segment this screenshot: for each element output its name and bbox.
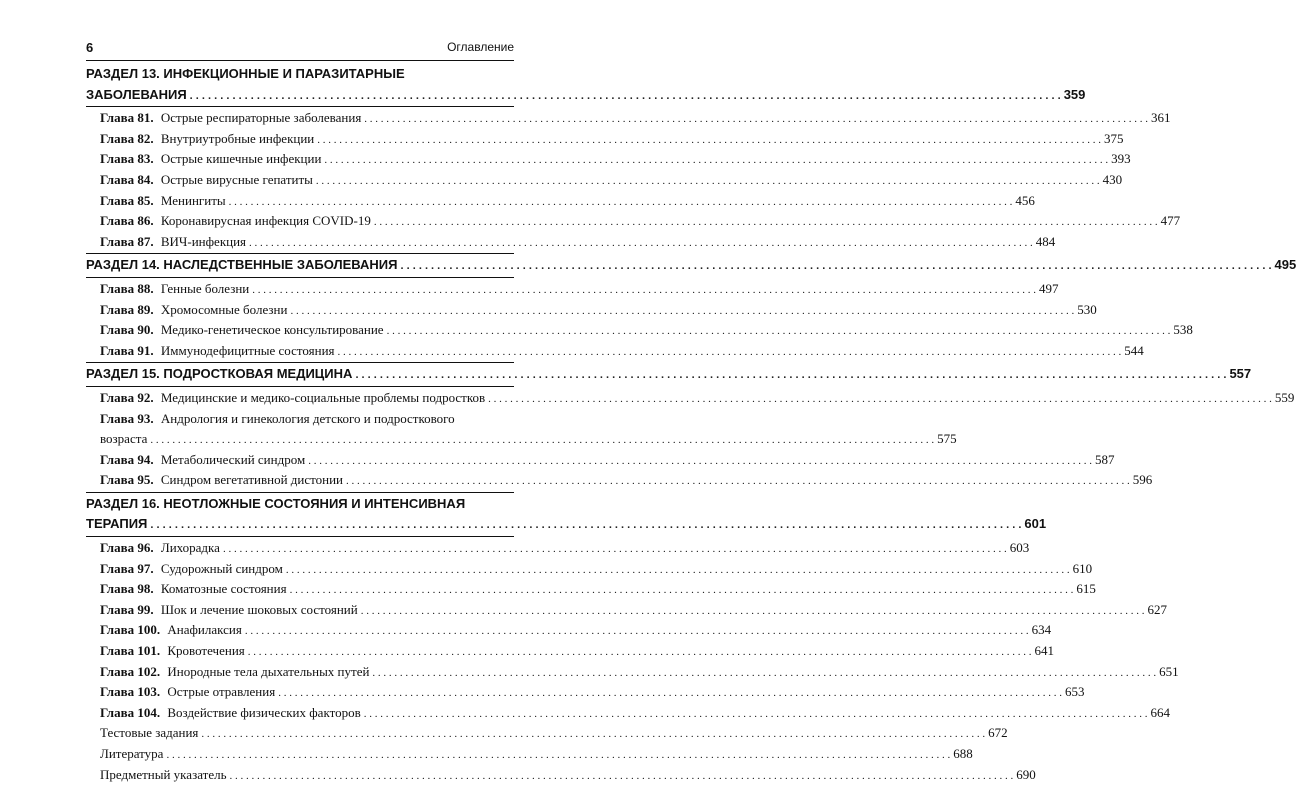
toc-line — [100, 620, 1052, 641]
toc-line — [86, 85, 1086, 106]
toc-chapter — [86, 149, 1131, 170]
toc-chapter — [86, 662, 1179, 683]
toc-line — [86, 255, 1296, 276]
running-head: Оглавление — [447, 40, 514, 54]
toc-section-line: РАЗДЕЛ 16. НЕОТЛОЖНЫЕ СОСТОЯНИЯ И ИНТЕНСИВНАЯ — [86, 495, 466, 511]
toc-entry-title: РАЗДЕЛ 14. НАСЛЕДСТВЕННЫЕ ЗАБОЛЕВАНИЯ — [86, 257, 398, 273]
toc-entry-title: Глава 94. Метаболический синдром — [100, 451, 306, 467]
toc-section — [86, 494, 1047, 537]
chapter-label: Глава 104. — [100, 704, 161, 720]
dot-leader — [308, 451, 1092, 472]
dot-leader — [324, 150, 1108, 171]
chapter-label: Глава 81. — [100, 110, 154, 126]
dot-leader — [316, 171, 1100, 192]
dot-leader — [249, 233, 1033, 254]
toc-page-number: 603 — [1009, 540, 1030, 556]
dot-leader — [290, 580, 1074, 601]
toc-line — [100, 320, 1193, 341]
dot-leader — [150, 515, 1021, 536]
chapter-label: Глава 90. — [100, 322, 154, 338]
toc-entry-title: Глава 103. Острые отравления — [100, 684, 276, 700]
table-of-contents — [86, 64, 1296, 785]
toc-page-number: 615 — [1076, 581, 1096, 597]
toc-line — [86, 514, 1047, 535]
toc-page-number: 538 — [1173, 322, 1193, 338]
toc-line — [100, 232, 1056, 253]
toc-entry-title: Глава 100. Анафилаксия — [100, 622, 242, 638]
toc-line — [100, 765, 1036, 786]
toc-entry-title: Глава 92. Медицинские и медико-социальные проблемы подростков — [100, 389, 486, 405]
dot-leader — [286, 560, 1070, 581]
chapter-label: Глава 85. — [100, 192, 154, 208]
toc-line — [100, 300, 1097, 321]
toc-page-number: 575 — [937, 431, 957, 447]
dot-leader — [374, 212, 1158, 233]
dot-leader — [372, 663, 1156, 684]
toc-line — [100, 641, 1055, 662]
chapter-label: Глава 86. — [100, 213, 154, 229]
toc-page-number: 627 — [1147, 601, 1167, 617]
toc-chapter — [86, 538, 1030, 559]
toc-entry-title: Глава 83. Острые кишечные инфекции — [100, 151, 322, 167]
toc-chapter — [86, 409, 957, 450]
toc-back-matter — [86, 744, 973, 765]
page-number: 6 — [86, 40, 94, 55]
chapter-label: Глава 100. — [100, 622, 161, 638]
toc-entry-title: Глава 102. Инородные тела дыхательных путей — [100, 663, 370, 679]
toc-chapter — [86, 703, 1170, 724]
toc-page-number: 688 — [953, 746, 973, 761]
chapter-label: Глава 82. — [100, 130, 154, 146]
chapter-label: Глава 93. — [100, 410, 154, 426]
page-header — [86, 40, 514, 58]
dot-leader — [488, 389, 1272, 410]
dot-leader — [355, 365, 1226, 386]
toc-page-number: 634 — [1031, 622, 1052, 638]
toc-chapter-line: Глава 93. Андрология и гинекология детского и подросткового — [100, 410, 455, 426]
dot-leader — [317, 130, 1101, 151]
section-divider — [86, 386, 514, 387]
toc-chapter — [86, 279, 1059, 300]
toc-line — [100, 149, 1131, 170]
toc-entry-title: Глава 90. Медико-генетическое консультирование — [100, 322, 384, 338]
toc-line — [100, 388, 1295, 409]
toc-line — [100, 108, 1171, 129]
toc-line — [100, 600, 1167, 621]
dot-leader — [245, 621, 1029, 642]
dot-leader — [248, 642, 1032, 663]
dot-leader — [338, 342, 1122, 363]
toc-line — [100, 703, 1170, 724]
toc-back-matter — [86, 765, 1036, 786]
chapter-label: Глава 98. — [100, 581, 154, 597]
toc-line — [100, 191, 1035, 212]
toc-entry-title: Глава 82. Внутриутробные инфекции — [100, 130, 315, 146]
toc-line — [100, 211, 1181, 232]
chapter-label: Глава 89. — [100, 301, 154, 317]
chapter-label: Глава 94. — [100, 451, 154, 467]
chapter-label: Глава 96. — [100, 540, 154, 556]
toc-chapter — [86, 191, 1035, 212]
toc-section — [86, 64, 1086, 107]
dot-leader — [190, 86, 1061, 107]
dot-leader — [223, 539, 1007, 560]
toc-chapter — [86, 641, 1055, 662]
toc-page-number: 690 — [1016, 766, 1036, 782]
toc-line — [100, 279, 1059, 300]
toc-page-number: 430 — [1102, 171, 1123, 187]
section-divider — [86, 362, 514, 363]
chapter-label: Глава 103. — [100, 684, 161, 700]
toc-entry-title: Глава 98. Коматозные состояния — [100, 581, 287, 597]
chapter-label: Глава 95. — [100, 472, 154, 488]
dot-leader — [361, 601, 1145, 622]
toc-entry-title: Глава 87. ВИЧ-инфекция — [100, 233, 247, 249]
toc-chapter — [86, 170, 1123, 191]
chapter-label: Глава 83. — [100, 151, 154, 167]
dot-leader — [364, 109, 1148, 130]
toc-page-number: 653 — [1064, 684, 1085, 700]
toc-chapter — [86, 388, 1295, 409]
toc-line — [100, 744, 973, 765]
toc-page-number: 375 — [1104, 130, 1124, 146]
toc-page-number: 456 — [1015, 192, 1035, 208]
toc-page-number: 484 — [1035, 233, 1056, 249]
toc-back-matter — [86, 723, 1008, 744]
toc-chapter — [86, 559, 1093, 580]
dot-leader — [290, 301, 1074, 322]
toc-chapter — [86, 211, 1181, 232]
toc-page-number: 495 — [1274, 257, 1296, 273]
toc-section — [86, 255, 1296, 278]
toc-page-number: 601 — [1024, 516, 1047, 532]
chapter-label: Глава 97. — [100, 560, 154, 576]
toc-entry-title: Глава 81. Острые респираторные заболевания — [100, 110, 362, 126]
dot-leader — [201, 724, 985, 745]
chapter-label: Глава 88. — [100, 280, 154, 296]
section-divider — [86, 106, 514, 107]
section-divider — [86, 492, 514, 493]
chapter-label: Глава 92. — [100, 389, 154, 405]
toc-line — [100, 429, 957, 450]
toc-entry-title: ТЕРАПИЯ — [86, 516, 148, 532]
toc-entry-title: Предметный указатель — [100, 766, 227, 782]
toc-page-number: 559 — [1274, 389, 1295, 405]
chapter-label: Глава 84. — [100, 171, 154, 187]
toc-line — [100, 538, 1030, 559]
toc-line — [86, 364, 1252, 385]
toc-entry-title: Глава 91. Иммунодефицитные состояния — [100, 342, 335, 358]
toc-chapter — [86, 579, 1096, 600]
toc-chapter — [86, 129, 1124, 150]
toc-line — [100, 450, 1115, 471]
dot-leader — [166, 745, 950, 766]
toc-entry-title: Глава 95. Синдром вегетативной дистонии — [100, 472, 344, 488]
toc-entry-title: Глава 89. Хромосомные болезни — [100, 301, 288, 317]
toc-entry-title: Глава 99. Шок и лечение шоковых состояний — [100, 601, 358, 617]
toc-chapter — [86, 470, 1153, 491]
toc-entry-title: возраста — [100, 431, 148, 447]
dot-leader — [346, 471, 1130, 492]
chapter-label: Глава 91. — [100, 342, 154, 358]
section-divider — [86, 536, 514, 537]
chapter-label: Глава 101. — [100, 643, 161, 659]
toc-section-line: РАЗДЕЛ 13. ИНФЕКЦИОННЫЕ И ПАРАЗИТАРНЫЕ — [86, 66, 405, 81]
toc-page-number: 544 — [1124, 342, 1144, 358]
toc-chapter — [86, 341, 1144, 362]
toc-page-number: 641 — [1034, 643, 1055, 659]
dot-leader — [150, 430, 934, 451]
section-divider — [86, 277, 514, 278]
toc-chapter — [86, 620, 1052, 641]
toc-entry-title: Тестовые задания — [100, 725, 199, 741]
toc-entry-title: Глава 88. Генные болезни — [100, 280, 250, 296]
toc-entry-title: Глава 97. Судорожный синдром — [100, 560, 283, 576]
chapter-label: Глава 87. — [100, 233, 154, 249]
toc-entry-title: Глава 84. Острые вирусные гепатиты — [100, 171, 313, 187]
toc-line — [100, 129, 1124, 150]
toc-page-number: 651 — [1159, 663, 1179, 679]
toc-entry-title: Литература — [100, 746, 164, 761]
toc-entry-title: Глава 101. Кровотечения — [100, 643, 245, 659]
toc-page-number: 477 — [1160, 213, 1181, 229]
toc-page-number: 664 — [1150, 704, 1170, 720]
toc-chapter — [86, 320, 1193, 341]
dot-leader — [278, 683, 1062, 704]
section-divider — [86, 253, 514, 254]
toc-entry-title: РАЗДЕЛ 15. ПОДРОСТКОВАЯ МЕДИЦИНА — [86, 366, 353, 382]
toc-page-number: 610 — [1072, 560, 1093, 576]
toc-line — [100, 579, 1096, 600]
chapter-label: Глава 102. — [100, 663, 161, 679]
dot-leader — [387, 321, 1171, 342]
toc-page-number: 359 — [1063, 86, 1086, 102]
toc-chapter — [86, 682, 1085, 703]
dot-leader — [252, 280, 1036, 301]
toc-section — [86, 364, 1252, 387]
toc-chapter — [86, 450, 1115, 471]
toc-line — [100, 662, 1179, 683]
dot-leader — [364, 704, 1148, 725]
toc-entry-title: Глава 96. Лихорадка — [100, 540, 220, 556]
toc-chapter — [86, 300, 1097, 321]
dot-leader — [401, 256, 1272, 277]
toc-page-number: 393 — [1111, 151, 1131, 167]
toc-page-number: 672 — [988, 725, 1008, 741]
toc-line — [100, 470, 1153, 491]
toc-entry-title: ЗАБОЛЕВАНИЯ — [86, 86, 187, 102]
toc-page-number: 530 — [1077, 301, 1097, 317]
header-rule — [86, 60, 514, 61]
toc-page-number: 596 — [1132, 472, 1153, 488]
chapter-label: Глава 99. — [100, 601, 154, 617]
toc-page-number: 557 — [1229, 366, 1252, 382]
toc-page-number: 361 — [1151, 110, 1171, 126]
toc-page-number: 497 — [1039, 280, 1059, 296]
toc-chapter — [86, 108, 1171, 129]
dot-leader — [229, 192, 1013, 213]
toc-page-number: 587 — [1094, 451, 1115, 467]
toc-chapter — [86, 600, 1167, 621]
toc-line — [100, 682, 1085, 703]
dot-leader — [230, 766, 1014, 786]
toc-line — [100, 170, 1123, 191]
toc-entry-title: Глава 104. Воздействие физических факторов — [100, 704, 361, 720]
toc-line — [100, 559, 1093, 580]
toc-line — [100, 723, 1008, 744]
toc-entry-title: Глава 86. Коронавирусная инфекция COVID-19 — [100, 213, 371, 229]
toc-line — [100, 341, 1144, 362]
toc-chapter — [86, 232, 1056, 253]
toc-entry-title: Глава 85. Менингиты — [100, 192, 226, 208]
